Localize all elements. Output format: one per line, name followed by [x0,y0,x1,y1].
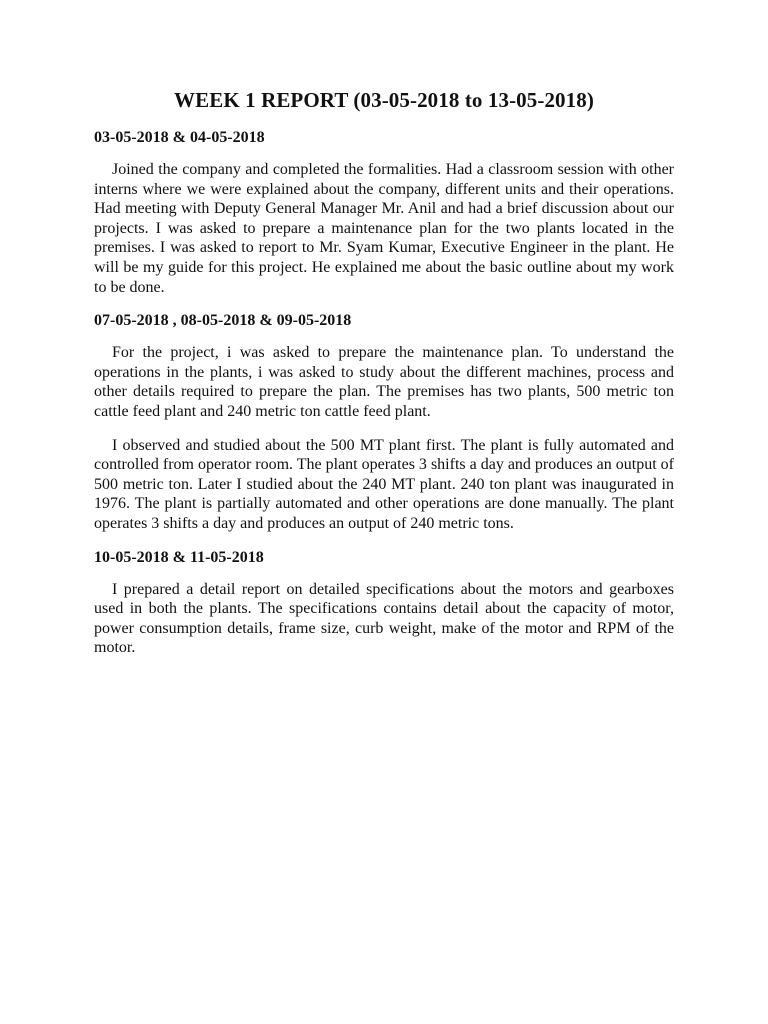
section-paragraph: I observed and studied about the 500 MT plant first. The plant is fully automated and controlled from operator room. The plant operates 3 shifts a day and produces an output of 500 metric ton. Later I studied about the 240 MT plant. 240 ton plant was inaugurated in 1976. The plant is partially automated and other operations are done manually. The plant operates 3 shifts a day and produces an output of 240 metric tons. [94,436,674,532]
section-day-2 [94,311,674,533]
section-paragraph: Joined the company and completed the formalities. Had a classroom session with other interns where we were explained about the company, different units and their operations. Had meeting with Deputy General Manager Mr. Anil and had a brief discussion about our projects. I was asked to prepare a maintenance plan for the two plants located in the premises. I was asked to report to Mr. Syam Kumar, Executive Engineer in the plant. He will be my guide for this project. He explained me about the basic outline about my work to be done. [94,161,674,296]
section-heading: 03-05-2018 & 04-05-2018 [94,129,265,146]
section-day-3 [94,548,674,658]
section-heading: 10-05-2018 & 11-05-2018 [94,548,264,566]
section-paragraph: For the project, i was asked to prepare the maintenance plan. To understand the operations in the plants, i was asked to study about the different machines, process and other details required to prepare the plan. The premises has two plants, 500 metric ton cattle feed plant and 240 metric ton cattle feed plant. [94,344,674,420]
section-heading: 07-05-2018 , 08-05-2018 & 09-05-2018 [94,312,352,330]
document-content [94,86,674,672]
report-title: WEEK 1 REPORT (03-05-2018 to 13-05-2018) [174,88,594,112]
section-paragraph: I prepared a detail report on detailed specifications about the motors and gearboxes used in both the plants. The specifications contains detail about the capacity of motor, power consumption details, frame size, curb weight, make of the motor and RPM of the motor. [94,580,674,657]
section-day-1 [94,128,674,297]
